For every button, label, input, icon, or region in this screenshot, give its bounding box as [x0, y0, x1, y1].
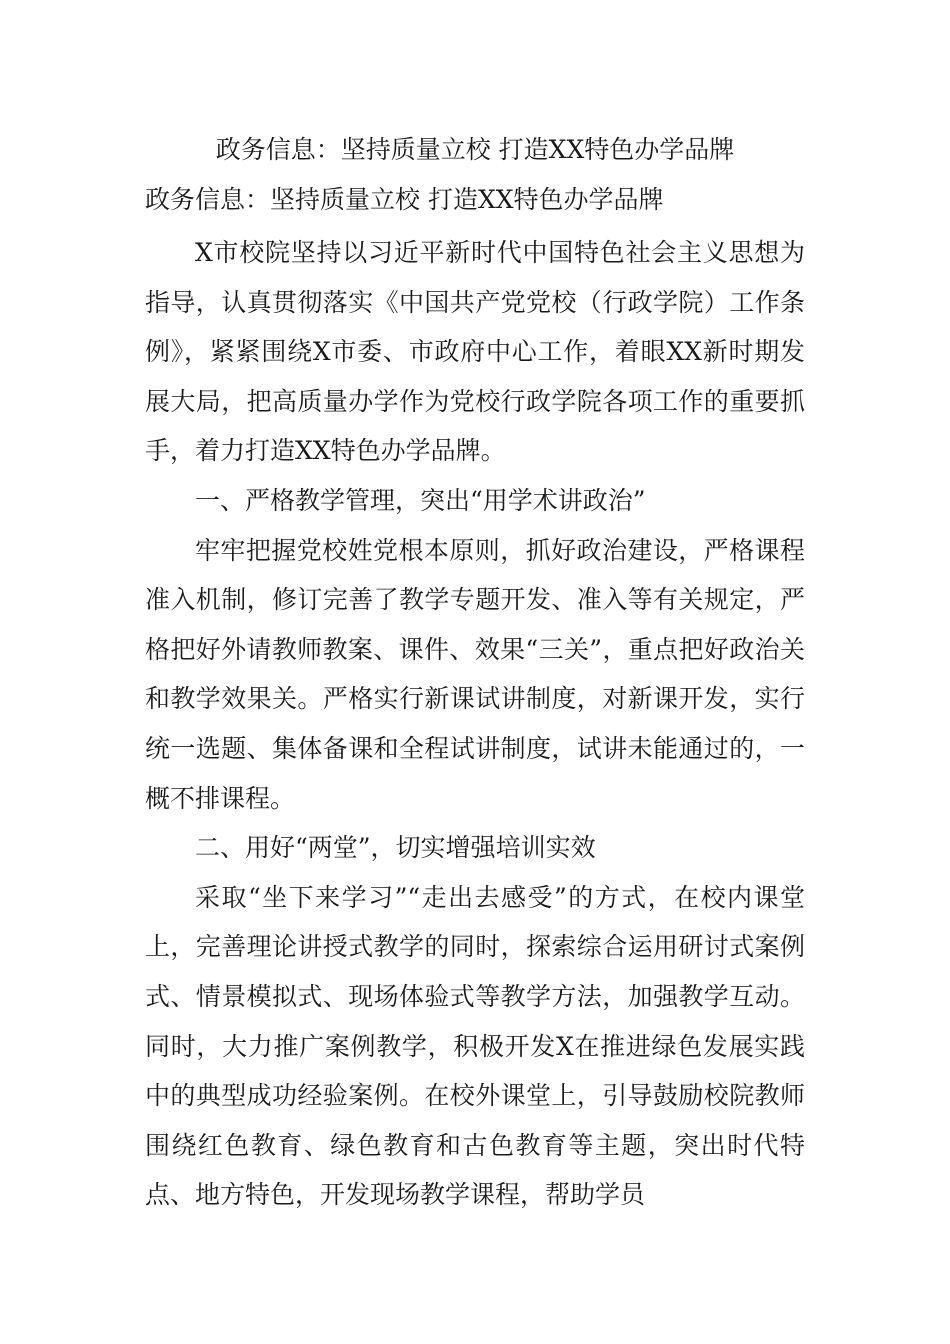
document-title-centered: 政务信息：坚持质量立校 打造XX特色办学品牌	[215, 135, 735, 164]
section-heading-2: 二、用好“两堂”，切实增强培训实效	[195, 833, 596, 863]
document-title-left: 政务信息：坚持质量立校 打造XX特色办学品牌	[145, 185, 664, 214]
intro-paragraph: X市校院坚持以习近平新时代中国特色社会主义思想为指导，认真贯彻落实《中国共产党党校（行政学院）工作条例》，紧紧围绕X市委、市政府中心工作，着眼XX新时期发展大局，把高质量办学作为党校行政学院各项工作的重要抓手，着力打造XX特色办学品牌。	[145, 238, 805, 466]
section-paragraph-1: 牢牢把握党校姓党根本原则，抓好政治建设，严格课程准入机制，修订完善了教学专题开发、准入等有关规定，严格把好外请教师教案、课件、效果“三关”，重点把好政治关和教学效果关。严格实行新课试讲制度，对新课开发，实行统一选题、集体备课和全程试讲制度，试讲未能通过的，一概不排课程。	[145, 535, 805, 813]
document-body	[145, 228, 805, 1220]
section-heading-1: 一、严格教学管理，突出“用学术讲政治”	[195, 485, 646, 515]
section-paragraph-2: 采取“坐下来学习”“走出去感受”的方式，在校内课堂上，完善理论讲授式教学的同时，探索综合运用研讨式案例式、情景模拟式、现场体验式等教学方法，加强教学互动。同时，大力推广案例教学，积极开发X在推进绿色发展实践中的典型成功经验案例。在校外课堂上，引导鼓励校院教师围绕红色教育、绿色教育和古色教育等主题，突出时代特点、地方特色，开发现场教学课程，帮助学员	[145, 882, 805, 1210]
